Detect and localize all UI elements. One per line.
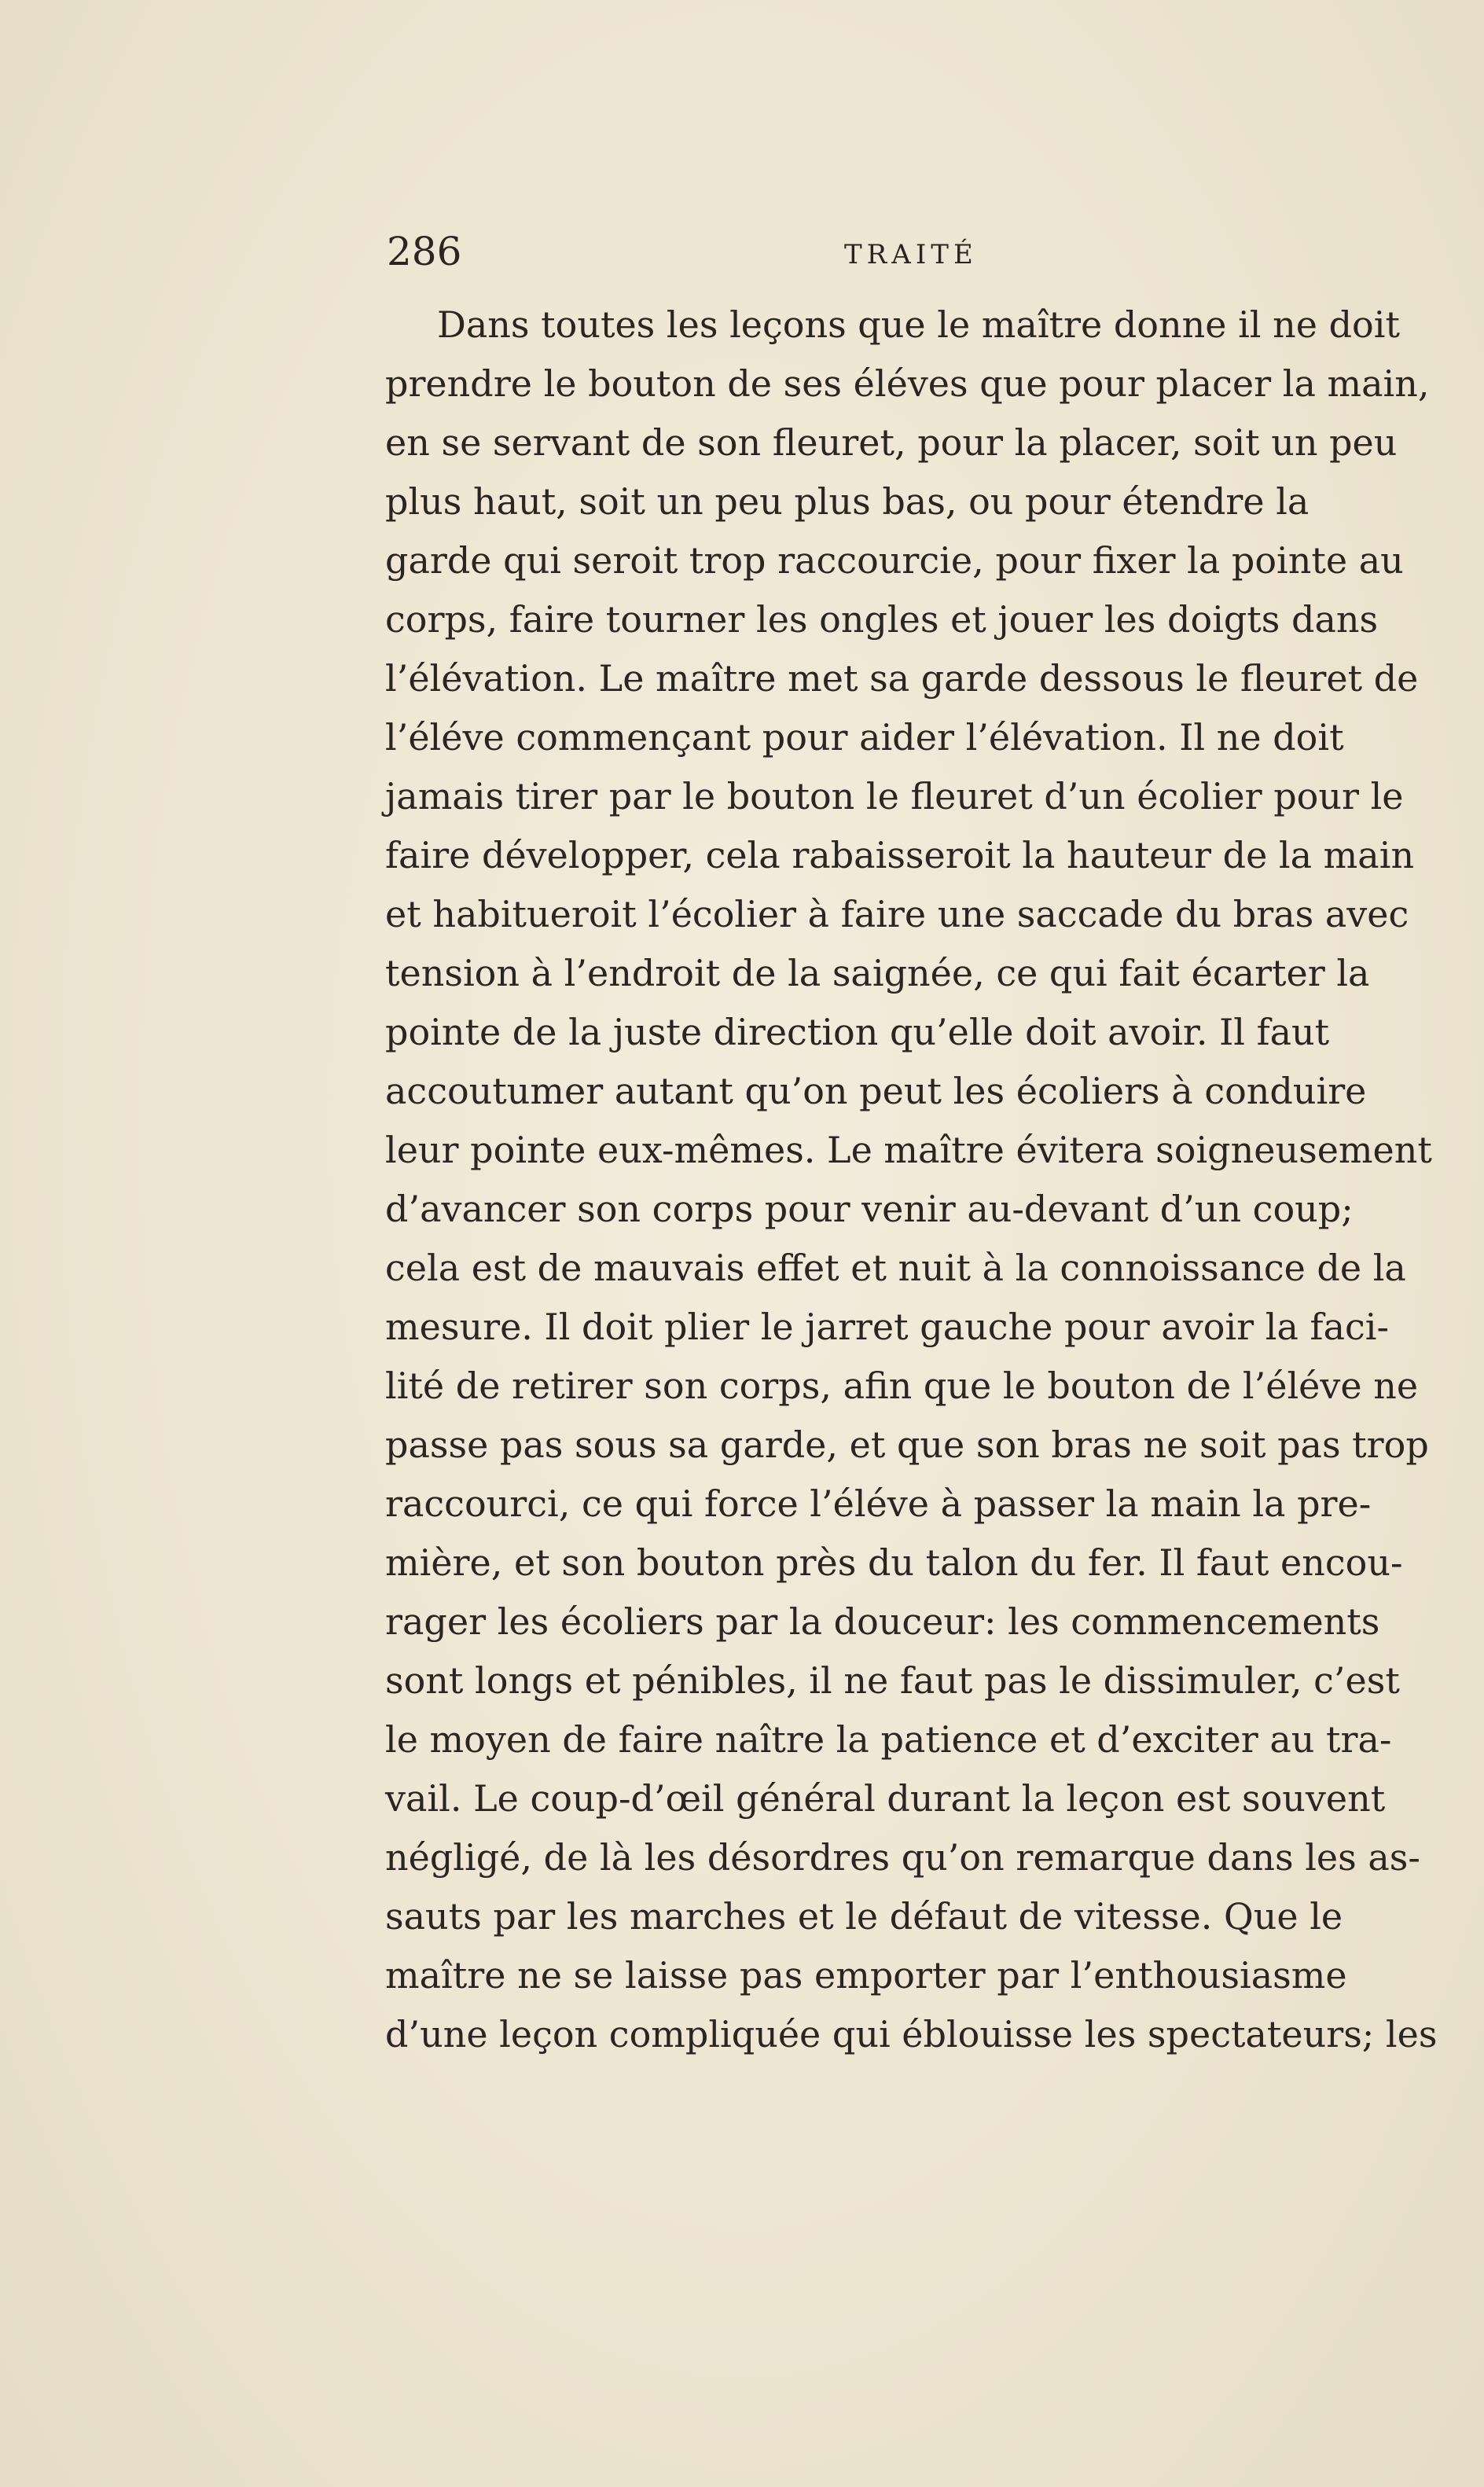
text-line: sauts par les marches et le défaut de vitesse. Que le — [385, 1895, 1343, 1938]
text-line: corps, faire tourner les ongles et jouer les doigts dans — [385, 598, 1379, 641]
text-line: l’éléve commençant pour aider l’élévation. Il ne doit — [385, 716, 1344, 759]
text-line: négligé, de là les désordres qu’on remarque dans les as- — [385, 1836, 1420, 1879]
text-line: faire développer, cela rabaisseroit la hauteur de la main — [385, 834, 1415, 876]
text-line: Dans toutes les leçons que le maître donne il ne doit — [437, 303, 1400, 346]
text-line: leur pointe eux-mêmes. Le maître évitera soigneusement — [385, 1129, 1432, 1171]
text-line: prendre le bouton de ses éléves que pour placer la main, — [385, 362, 1430, 405]
text-line: sont longs et pénibles, il ne faut pas le dissimuler, c’est — [385, 1659, 1400, 1702]
text-line: vail. Le coup-d’œil général durant la leçon est souvent — [385, 1777, 1386, 1820]
text-line: d’avancer son corps pour venir au-devant d’un coup; — [385, 1188, 1354, 1230]
text-line: en se servant de son fleuret, pour la placer, soit un peu — [385, 421, 1398, 464]
text-line: jamais tirer par le bouton le fleuret d’un écolier pour le — [385, 775, 1404, 817]
text-line: et habitueroit l’écolier à faire une saccade du bras avec — [385, 893, 1409, 935]
page-header — [387, 228, 1432, 291]
text-line: maître ne se laisse pas emporter par l’enthousiasme — [385, 1954, 1347, 1997]
text-line: tension à l’endroit de la saignée, ce qui fait écarter la — [385, 952, 1370, 994]
text-line: d’une leçon compliquée qui éblouisse les spectateurs; les — [385, 2013, 1438, 2055]
text-line: mesure. Il doit plier le jarret gauche pour avoir la faci- — [385, 1306, 1390, 1348]
text-line: passe pas sous sa garde, et que son bras ne soit pas trop — [385, 1424, 1429, 1466]
page-number: 286 — [387, 229, 462, 274]
text-line: plus haut, soit un peu plus bas, ou pour étendre la — [385, 480, 1310, 523]
text-line: rager les écoliers par la douceur: les commencements — [385, 1600, 1380, 1643]
text-line: lité de retirer son corps, afin que le bouton de l’éléve ne — [385, 1365, 1419, 1407]
text-line: garde qui seroit trop raccourcie, pour fixer la pointe au — [385, 539, 1404, 582]
text-line: raccourci, ce qui force l’éléve à passer la main la pre- — [385, 1482, 1372, 1525]
text-line: mière, et son bouton près du talon du fer. Il faut encou- — [385, 1541, 1403, 1584]
text-line: accoutumer autant qu’on peut les écoliers à conduire — [385, 1070, 1367, 1112]
text-line: le moyen de faire naître la patience et d’exciter au tra- — [385, 1718, 1392, 1761]
running-head: TRAITÉ — [844, 239, 978, 270]
body-text — [385, 296, 1438, 2064]
text-line: cela est de mauvais effet et nuit à la connoissance de la — [385, 1247, 1406, 1289]
text-line: l’élévation. Le maître met sa garde dessous le fleuret de — [385, 657, 1419, 700]
text-line: pointe de la juste direction qu’elle doit avoir. Il faut — [385, 1011, 1330, 1053]
